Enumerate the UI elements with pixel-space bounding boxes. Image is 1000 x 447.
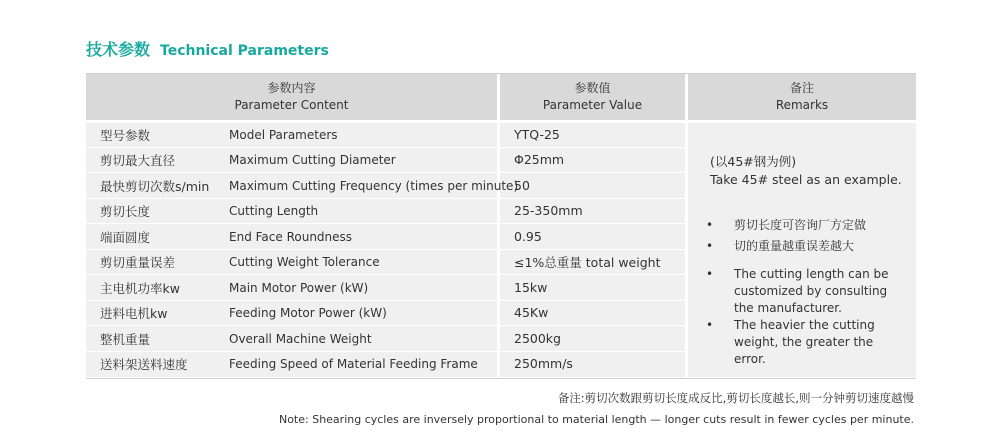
table-row xyxy=(86,224,686,249)
param-name-zh: 进料电机kw xyxy=(100,305,168,321)
table-row xyxy=(86,122,686,147)
param-value: 50 xyxy=(514,178,530,193)
param-name-en: Cutting Length xyxy=(229,203,319,218)
bullet-icon: • xyxy=(706,267,714,281)
header-zh: 参数内容 xyxy=(267,81,316,95)
param-value: ≤1%总重量 total weight xyxy=(514,254,661,270)
table-row xyxy=(86,300,686,325)
section-title-en: Technical Parameters xyxy=(160,43,329,59)
note-en: Note: Shearing cycles are inversely proportional to material length — longer cuts result in fewer cycles per minute. xyxy=(278,413,914,426)
param-value: YTQ-25 xyxy=(514,127,560,142)
remark-example-zh: (以45#钢为例) xyxy=(710,154,797,169)
param-name-zh: 剪切最大直径 xyxy=(100,152,176,168)
section-title-zh: 技术参数 xyxy=(86,40,151,59)
param-name-en: Maximum Cutting Diameter xyxy=(229,152,396,167)
param-name-en: Cutting Weight Tolerance xyxy=(229,254,380,269)
param-name-zh: 端面圆度 xyxy=(100,229,151,245)
list-item: • 剪切长度可咨询厂方定做 xyxy=(706,218,867,232)
param-name-zh: 主电机功率kw xyxy=(100,280,180,296)
param-value: 2500kg xyxy=(514,331,561,346)
param-name-zh: 最快剪切次数s/min xyxy=(100,178,210,194)
bullet-icon: • xyxy=(706,239,714,253)
table-row xyxy=(86,198,686,223)
bullet-icon: • xyxy=(706,318,714,332)
list-item: • 切的重量越重误差越大 xyxy=(706,239,855,253)
list-item: • The cutting length can be customized by consulting the manufacturer. xyxy=(706,267,889,315)
remark-bullets-zh xyxy=(702,217,907,255)
param-name-en: Maximum Cutting Frequency (times per minute) xyxy=(229,178,519,193)
param-name-zh: 整机重量 xyxy=(100,331,151,347)
remark-bullets-en xyxy=(702,266,907,368)
bullet-icon: • xyxy=(706,218,714,232)
param-value: 250mm/s xyxy=(514,356,573,371)
table-row xyxy=(86,173,686,198)
param-name-en: Feeding Motor Power (kW) xyxy=(229,305,387,320)
header-zh: 参数值 xyxy=(574,81,611,95)
list-item: • The heavier the cutting weight, the greater the error. xyxy=(706,318,875,366)
param-name-zh: 送料架送料速度 xyxy=(100,356,188,372)
param-name-en: Overall Machine Weight xyxy=(229,331,372,346)
param-value: 15kw xyxy=(514,280,548,295)
header-remarks xyxy=(688,74,916,120)
header-en: Parameter Content xyxy=(234,98,349,112)
param-value: 0.95 xyxy=(514,229,542,244)
table-row xyxy=(86,326,686,351)
header-parameter-value xyxy=(500,74,685,120)
table-row xyxy=(86,275,686,300)
table-bottom-rule xyxy=(86,378,916,379)
remark-example-en: Take 45# steel as an example. xyxy=(710,172,902,187)
param-value: Φ25mm xyxy=(514,152,565,167)
param-value: 45Kw xyxy=(514,305,549,320)
header-parameter-content xyxy=(86,74,497,120)
table-row xyxy=(86,147,686,172)
param-name-en: Main Motor Power (kW) xyxy=(229,280,369,295)
header-en: Remarks xyxy=(775,98,829,112)
remark-example xyxy=(710,153,902,189)
param-name-zh: 剪切长度 xyxy=(100,203,151,219)
param-name-en: End Face Roundness xyxy=(229,229,353,244)
header-zh: 备注 xyxy=(789,81,814,95)
param-value: 25-350mm xyxy=(514,203,583,218)
table-row xyxy=(86,351,686,376)
param-name-en: Feeding Speed of Material Feeding Frame xyxy=(229,356,478,371)
section-title xyxy=(86,37,329,60)
table-row xyxy=(86,249,686,274)
note-zh: 备注:剪切次数跟剪切长度成反比,剪切长度越长,则一分钟剪切速度越慢 xyxy=(557,391,914,405)
param-name-zh: 剪切重量误差 xyxy=(100,254,176,270)
remarks-cell xyxy=(688,123,916,377)
param-name-en: Model Parameters xyxy=(229,127,338,142)
param-name-zh: 型号参数 xyxy=(100,127,151,143)
header-en: Parameter Value xyxy=(542,98,643,112)
